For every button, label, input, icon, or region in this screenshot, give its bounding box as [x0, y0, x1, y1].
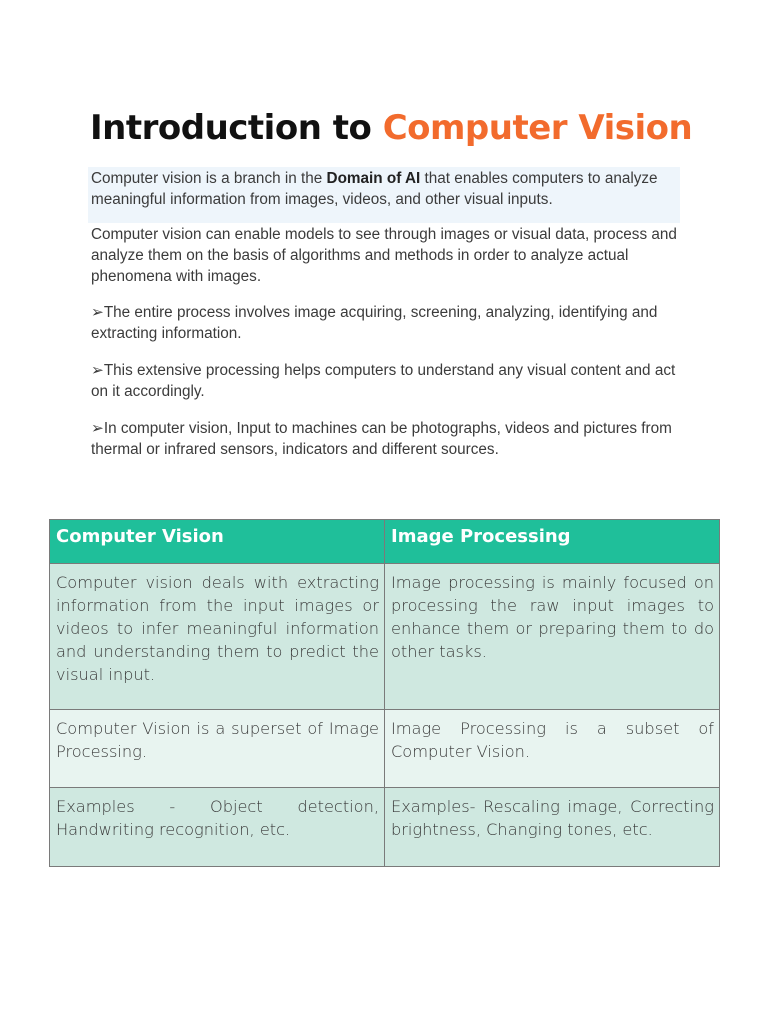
comparison-table [49, 519, 720, 867]
table-header-row [50, 520, 720, 564]
table-cell: Computer Vision is a superset of Image Processing. [50, 710, 385, 788]
table-cell: Examples - Object detection, Handwriting recognition, etc. [50, 788, 385, 867]
header-computer-vision: Computer Vision [50, 520, 385, 564]
intro-paragraph [91, 168, 681, 210]
table-cell: Examples- Rescaling image, Correcting brightness, Changing tones, etc. [385, 788, 720, 867]
bullet-process: ➢The entire process involves image acquiring, screening, analyzing, identifying and extracting information. [91, 304, 658, 342]
bullet-input: ➢In computer vision, Input to machines can be photographs, videos and pictures from thermal or infrared sensors, indicators and different sources. [91, 420, 672, 458]
intro-text-end: that enables computers to analyze meaningful information from images, videos, and other visual inputs. [91, 170, 658, 208]
table-cell: Computer vision deals with extracting information from the input images or videos to infer meaningful information and understanding them to predict the visual input. [50, 564, 385, 710]
table-row [50, 788, 720, 867]
title-accent: Computer Vision [382, 108, 693, 148]
page-title [90, 108, 692, 148]
intro-bold-term: Domain of AI [326, 170, 421, 187]
paragraph-models: Computer vision can enable models to see through images or visual data, process and analyze them on the basis of algorithms and methods in order to analyze actual phenomena with images. [91, 226, 677, 285]
intro-text-start: Computer vision is a branch in the [91, 170, 327, 187]
bullet-processing: ➢This extensive processing helps computers to understand any visual content and act on it accordingly. [91, 362, 676, 400]
table-cell: Image processing is mainly focused on processing the raw input images to enhance them or preparing them to do other tasks. [385, 564, 720, 710]
table-cell: Image Processing is a subset of Computer Vision. [385, 710, 720, 788]
table-row [50, 710, 720, 788]
title-main: Introduction to [90, 108, 383, 148]
header-image-processing: Image Processing [385, 520, 720, 564]
table-row [50, 564, 720, 710]
